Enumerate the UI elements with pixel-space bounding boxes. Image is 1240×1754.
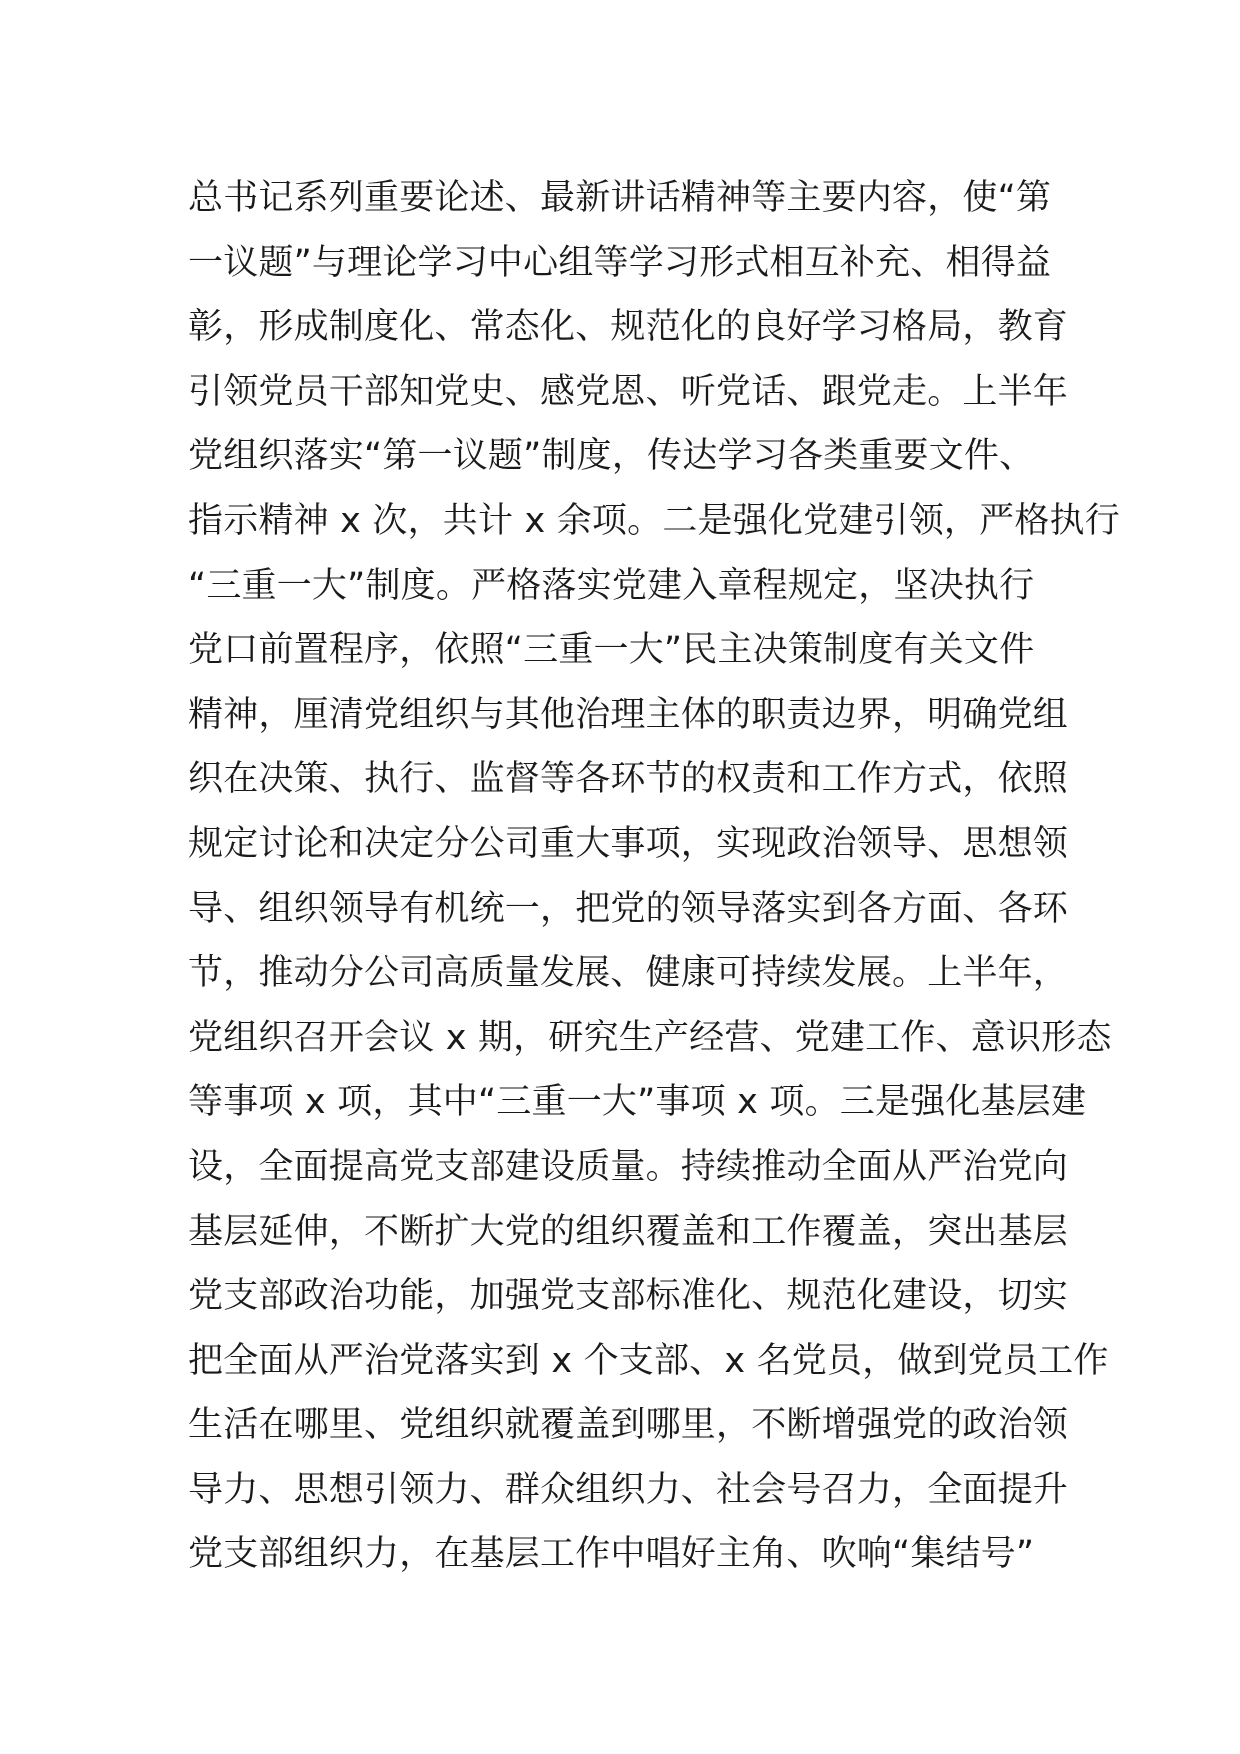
text-line: 基层延伸，不断扩大党的组织覆盖和工作覆盖，突出基层 [188,1211,1069,1252]
text-line: 把全面从严治党落实到 x 个支部、x 名党员，做到党员工作 [188,1340,1109,1381]
text-line: 规定讨论和决定分公司重大事项，实现政治领导、思想领 [188,823,1069,864]
text-line: 党口前置程序，依照“三重一大”民主决策制度有关文件 [188,630,1035,671]
text-line: 彰，形成制度化、常态化、规范化的良好学习格局，教育 [188,307,1069,348]
text-line: 节，推动分公司高质量发展、健康可持续发展。上半年， [188,953,1069,994]
text-line: “三重一大”制度。严格落实党建入章程规定，坚决执行 [188,565,1035,606]
text-line: 总书记系列重要论述、最新讲话精神等主要内容，使“第 [188,178,1052,218]
text-line: 党支部政治功能，加强党支部标准化、规范化建设，切实 [188,1276,1069,1317]
text-line: 党组织落实“第一议题”制度，传达学习各类重要文件、 [188,436,1035,477]
text-line: 等事项 x 项，其中“三重一大”事项 x 项。三是强化基层建 [188,1082,1087,1123]
text-line: 导、组织领导有机统一，把党的领导落实到各方面、各环 [188,888,1069,929]
text-line: 设，全面提高党支部建设质量。持续推动全面从严治党向 [188,1146,1069,1187]
text-line: 精神，厘清党组织与其他治理主体的职责边界，明确党组 [188,694,1069,735]
text-line: 指示精神 x 次，共计 x 余项。二是强化党建引领，严格执行 [188,500,1120,541]
body-paragraph [188,166,1120,1587]
text-line: 党支部组织力，在基层工作中唱好主角、吹响“集结号” [188,1534,1035,1575]
text-line: 导力、思想引领力、群众组织力、社会号召力，全面提升 [188,1469,1069,1510]
text-line: 一议题”与理论学习中心组等学习形式相互补充、相得益 [188,242,1052,283]
text-line: 党组织召开会议 x 期，研究生产经营、党建工作、意识形态 [188,1017,1112,1058]
text-line: 织在决策、执行、监督等各环节的权责和工作方式，依照 [188,759,1069,800]
text-line: 生活在哪里、党组织就覆盖到哪里，不断增强党的政治领 [188,1405,1069,1446]
text-line: 引领党员干部知党史、感党恩、听党话、跟党走。上半年 [188,371,1069,412]
